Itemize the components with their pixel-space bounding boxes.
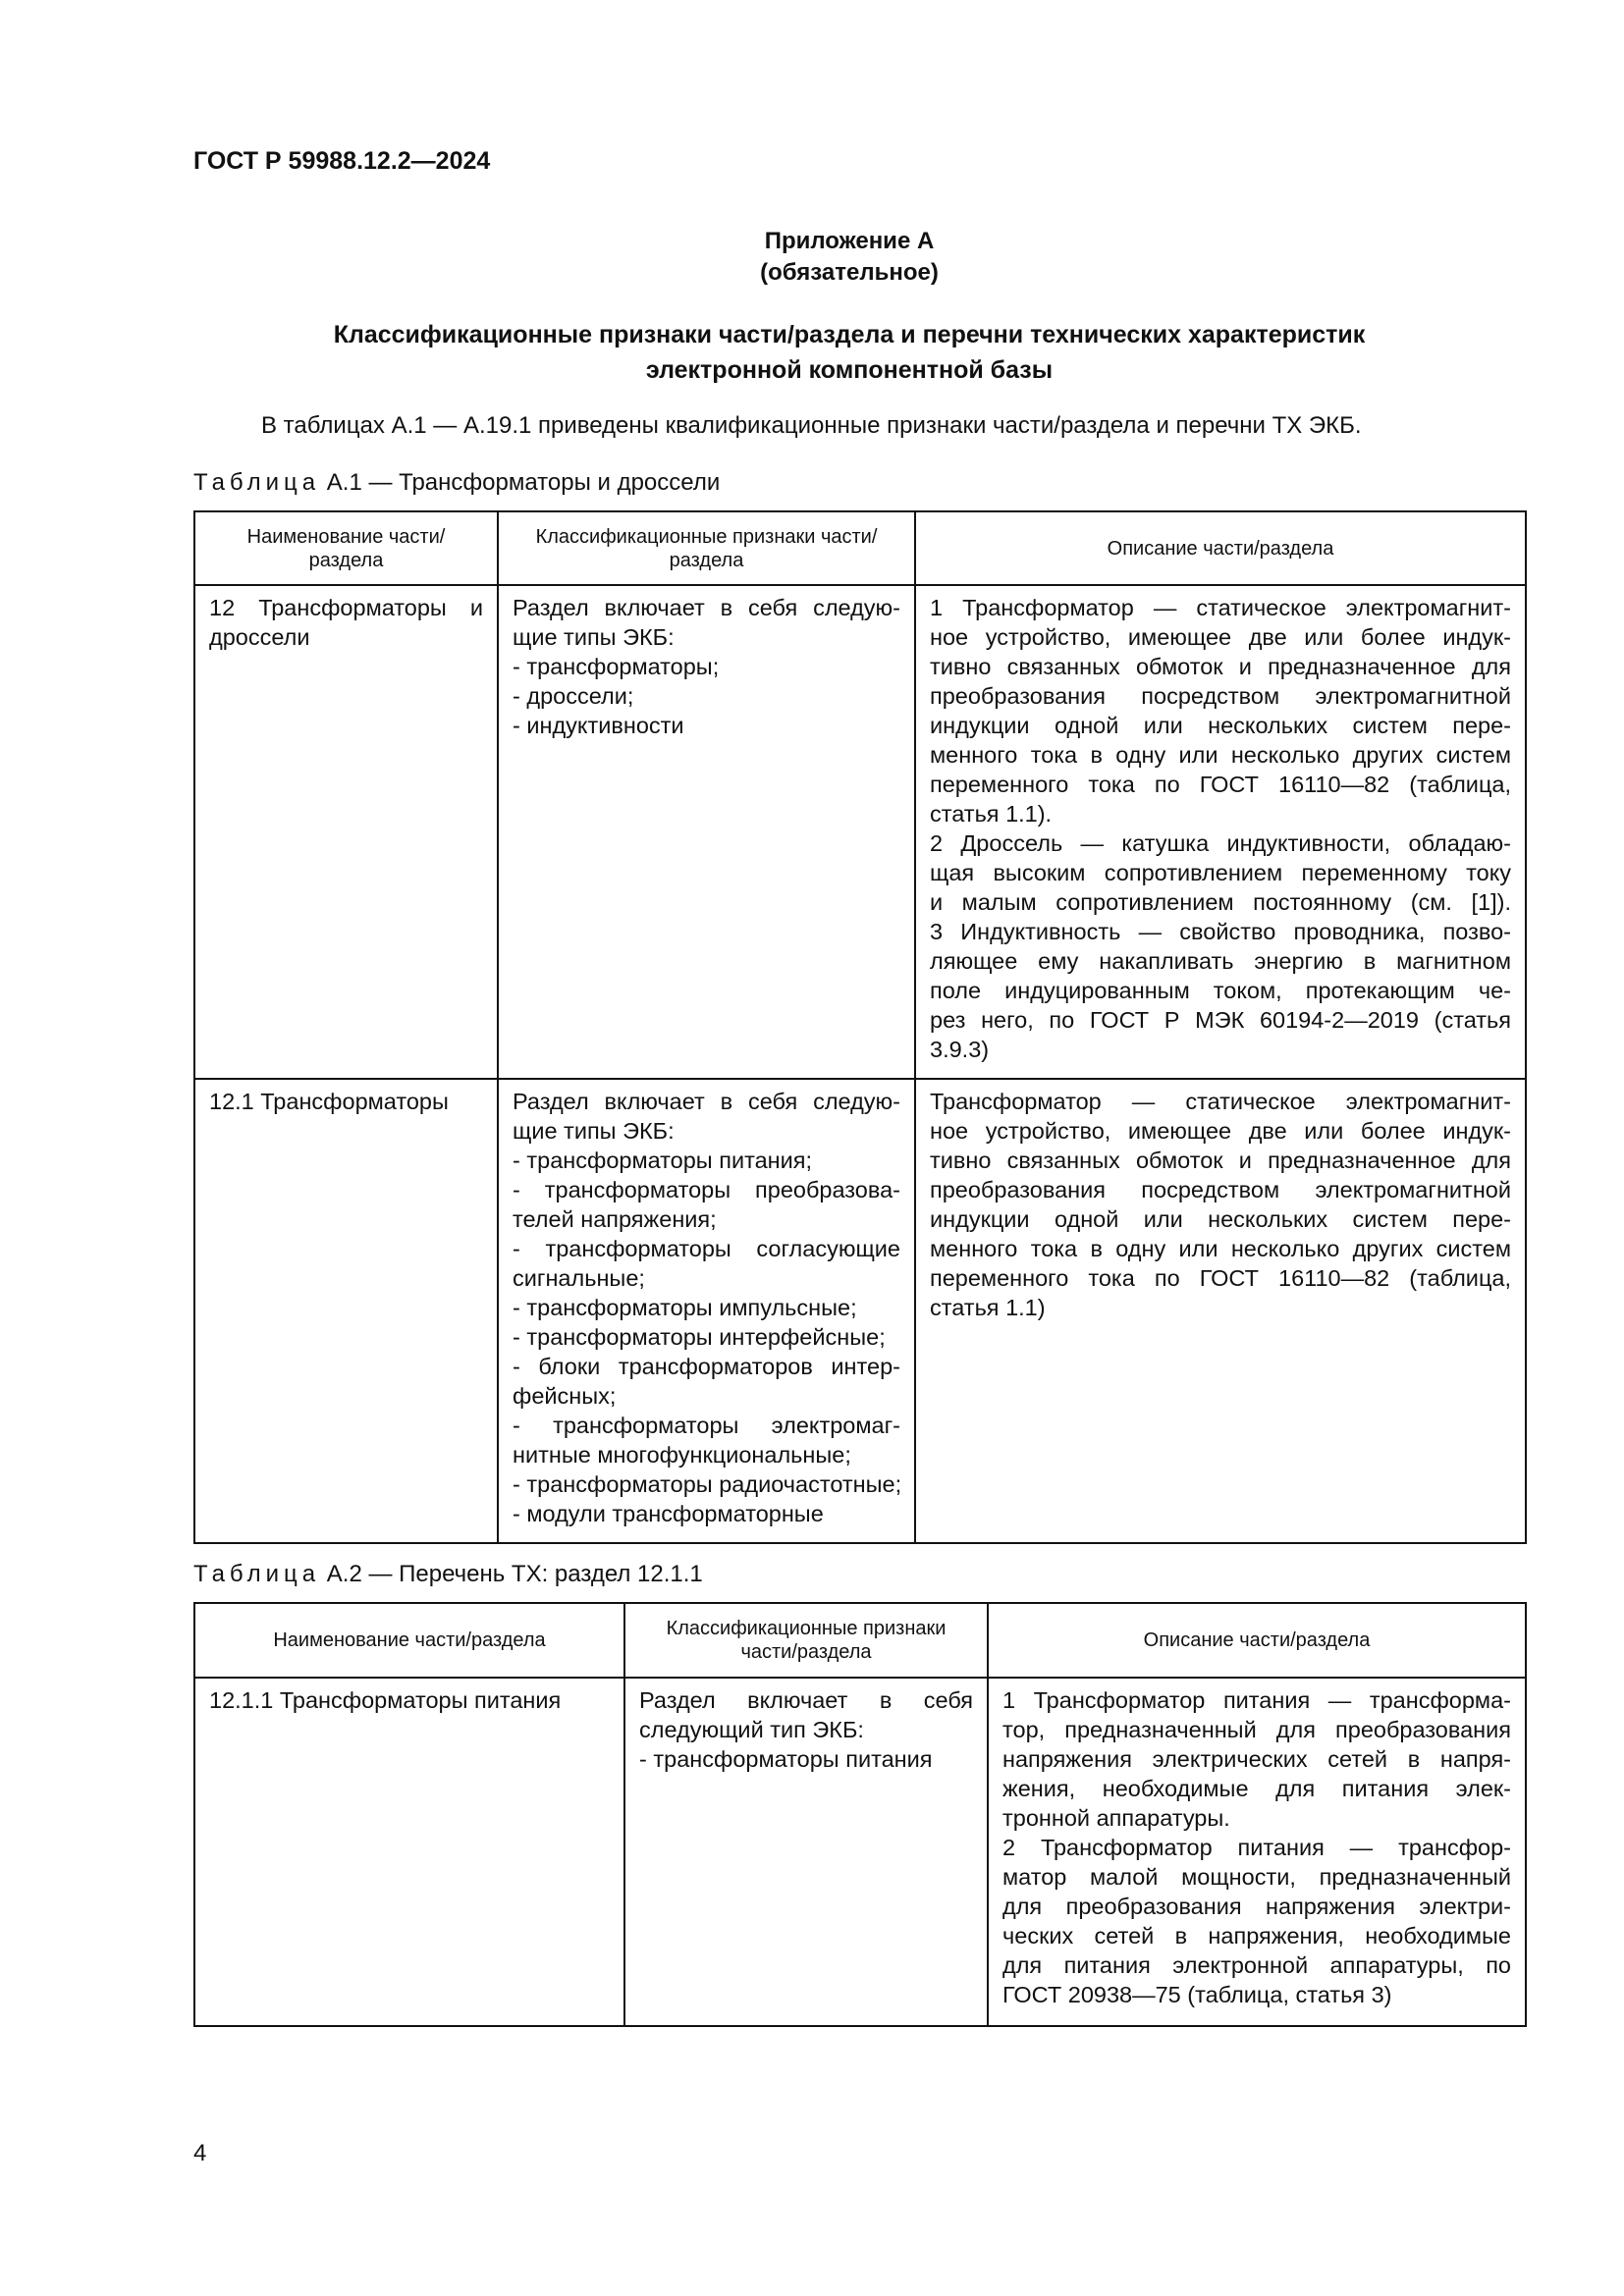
table-a2-header-features: Классификационные признаки части/раздела — [624, 1603, 988, 1678]
table-a1-caption-text: А.1 — Трансформаторы и дроссели — [326, 469, 721, 496]
table-a1-row2-features: Раздел включает в себя следую- щие типы ЭКБ: - трансформаторы питания; - трансформаторы преобразова- телей напряжения; - трансформаторы согласующие сигнальные; - трансформаторы импульсные; - трансформаторы интерфейсные; - блоки трансформаторов интер- фейсных; - трансформаторы электромаг- нитные многофункциональные; - трансформаторы радиочастотные; - модули трансформаторные — [498, 1079, 915, 1543]
page-number: 4 — [193, 2140, 207, 2166]
table-a1-row2-name: 12.1 Трансформаторы — [194, 1079, 498, 1543]
table-a2-row1-description: 1 Трансформатор питания — трансформа- тор, предназначенный для преобразования напряжения электрических сетей в напря- жения, необходимые для питания элек- тронной аппаратуры. 2 Трансформатор питания — трансфор- матор малой мощности, предназначенный для преобразования напряжения электри- ческих сетей в напряжения, необходимые для питания электронной аппаратуры, по ГОСТ 20938—75 (таблица, статья 3) — [988, 1678, 1526, 2026]
table-a2-row1-features: Раздел включает в себя следующий тип ЭКБ: - трансформаторы питания — [624, 1678, 988, 2026]
table-a2-caption-prefix: Таблица — [193, 1561, 321, 1587]
table-a2-header-row — [194, 1603, 1526, 1678]
appendix-name: Приложение А — [764, 228, 935, 254]
table-a2-caption-text: А.2 — Перечень ТХ: раздел 12.1.1 — [326, 1561, 703, 1587]
table-row — [194, 1079, 1526, 1543]
table-a1-caption-prefix: Таблица — [193, 469, 321, 496]
table-a1-header-row — [194, 511, 1526, 585]
table-a2-header-description: Описание части/раздела — [988, 1603, 1526, 1678]
table-a2-header-name: Наименование части/раздела — [194, 1603, 624, 1678]
appendix-status: (обязательное) — [760, 259, 939, 286]
table-a1-row1-features: Раздел включает в себя следую- щие типы ЭКБ: - трансформаторы; - дроссели; - индуктивности — [498, 585, 915, 1079]
intro-paragraph: В таблицах А.1 — А.19.1 приведены квалификационные признаки части/раздела и перечни ТХ ЭКБ. — [261, 412, 1362, 439]
document-code: ГОСТ Р 59988.12.2—2024 — [193, 147, 491, 175]
table-a1-header-features: Классификационные признаки части/ раздела — [498, 511, 915, 585]
table-a1-header-description: Описание части/раздела — [915, 511, 1526, 585]
table-a2 — [193, 1602, 1527, 2027]
table-a1-row1-description: 1 Трансформатор — статическое электромагнит- ное устройство, имеющее две или более индук- тивно связанных обмоток и предназначенное для преобразования посредством электромагнитной индукции одной или нескольких систем пере- менного тока в одну или несколько других систем переменного тока по ГОСТ 16110—82 (таблица, статья 1.1). 2 Дроссель — катушка индуктивности, обладаю- щая высоким сопротивлением переменному току и малым сопротивлением постоянному (см. [1]). 3 Индуктивность — свойство проводника, позво- ляющее ему накапливать энергию в магнитном поле индуцированным током, протекающим че- рез него, по ГОСТ Р МЭК 60194-2—2019 (статья 3.9.3) — [915, 585, 1526, 1079]
table-a1-caption — [193, 469, 720, 497]
table-row — [194, 585, 1526, 1079]
table-a1-header-name: Наименование части/ раздела — [194, 511, 498, 585]
table-a2-caption — [193, 1561, 703, 1588]
table-row — [194, 1678, 1526, 2026]
table-a1-row1-name: 12 Трансформаторы и дроссели — [194, 585, 498, 1079]
annex-title-line-2: электронной компонентной базы — [645, 356, 1054, 384]
table-a1 — [193, 510, 1527, 1544]
annex-title-line-1: Классификационные признаки части/раздела и перечни технических характеристик — [333, 321, 1366, 348]
table-a1-row2-description: Трансформатор — статическое электромагнит- ное устройство, имеющее две или более индук- тивно связанных обмоток и предназначенное для преобразования посредством электромагнитной индукции одной или нескольких систем пере- менного тока в одну или несколько других систем переменного тока по ГОСТ 16110—82 (таблица, статья 1.1) — [915, 1079, 1526, 1543]
table-a2-row1-name: 12.1.1 Трансформаторы питания — [194, 1678, 624, 2026]
